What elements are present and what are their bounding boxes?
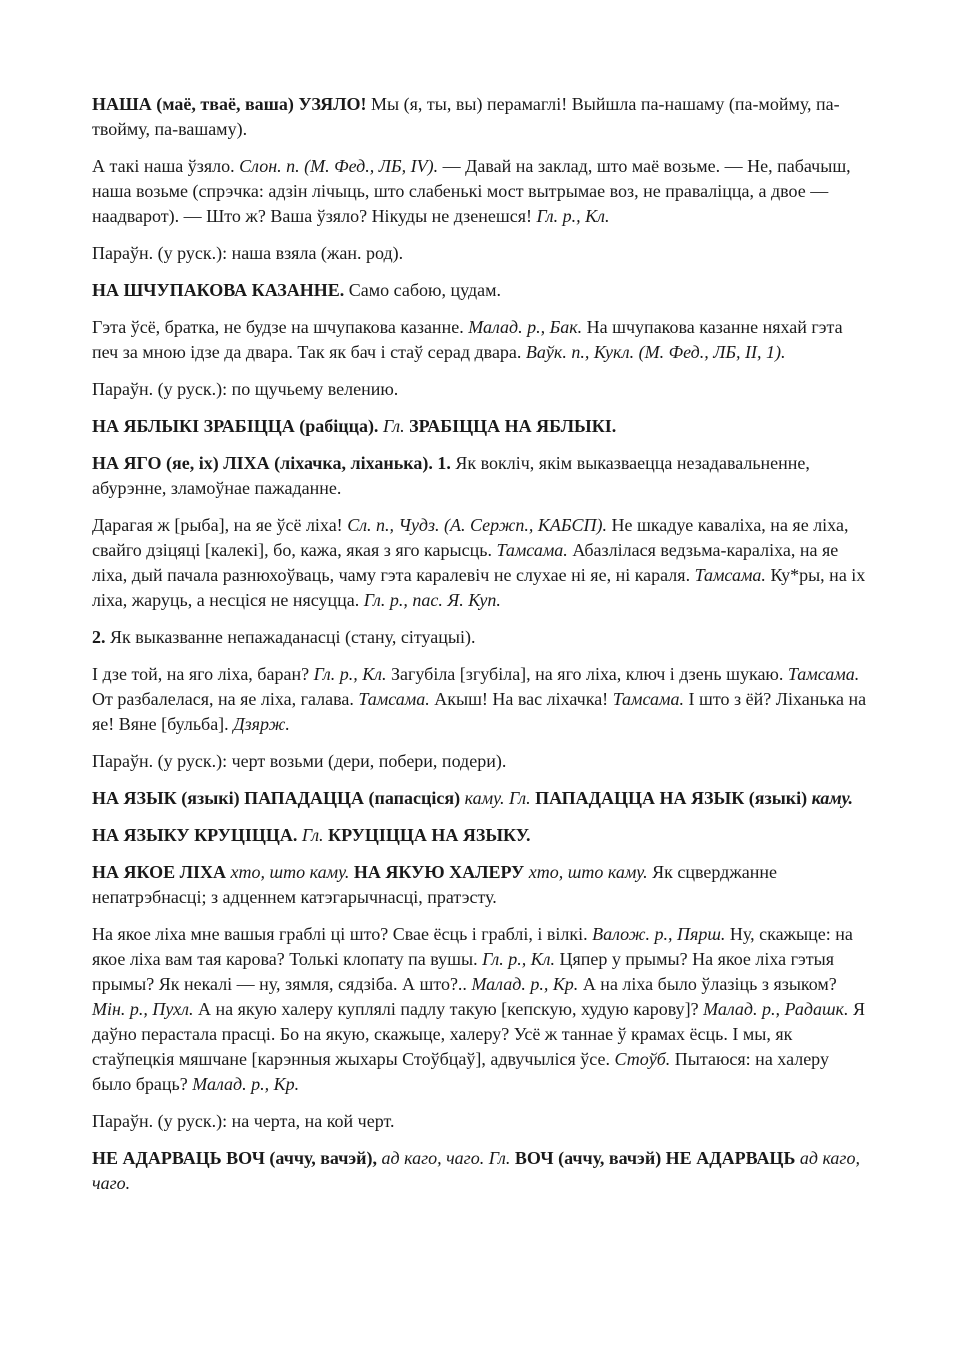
entry-headword: НА ЯБЛЫКІ ЗРАБІЦЦА (рабіцца). [92,416,379,436]
source-reference: Гл. [378,416,410,436]
entry-text: Ну, скажыце: на якое ліха вам тая карова? Толькі клопату па вушы. [92,924,853,969]
entry-text: Акыш! На вас ліхачка! [429,689,613,709]
entry-headword: ВОЧ (аччу, вачэй) НЕ АДАРВАЦЬ [514,1148,796,1168]
source-reference: хто, што каму. [524,862,648,882]
dictionary-paragraph [92,786,870,811]
entry-text: — Давай на заклад, што маё возьме. — Не, пабачыш, наша возьме (спрэчка: адзін лічыць, што слабенькі мост вытрымае воз, не праваліцца, а двое — наадварот). — Што ж? Ваша ўзяло? Нікуды не дзенешся! [92,156,851,226]
source-reference: Стоўб. [614,1049,671,1069]
dictionary-paragraph [92,241,870,266]
source-reference: Малад. р., Кр. [471,974,579,994]
source-reference: Гл. р., пас. Я. Куп. [363,590,501,610]
dictionary-paragraph [92,154,870,229]
entry-text: Як выказванне непажаданасці (стану, сітуацыі). [105,627,476,647]
entry-headword: НА ЯКОЕ ЛІХА [92,862,227,882]
entry-text: Параўн. (у руск.): наша взяла (жан. род). [92,243,404,263]
source-reference: Ваўк. п., Кукл. (М. Фед., ЛБ, II, 1). [525,342,786,362]
source-reference: Гл. р., Кл. [536,206,610,226]
source-reference: Дзярж. [233,714,290,734]
entry-text: Мы (я, ты, вы) перамаглі! Выйшла па-нашаму (па-мойму, па-твойму, па-вашаму). [92,94,840,139]
source-reference: Мін. р., Пухл. [92,999,194,1019]
entry-text: Як вокліч, якім выказваецца незадавальненне, абурэнне, зламоўнае пажаданне. [92,453,810,498]
source-reference: Тамсама. [496,540,568,560]
entry-text: Параўн. (у руск.): черт возьми (дери, побери, подери). [92,751,507,771]
dictionary-paragraph [92,662,870,737]
document-page [92,92,870,1208]
entry-text: Загубіла [згубіла], на яго ліха, ключ і дзень шукаю. [386,664,788,684]
dictionary-paragraph [92,1109,870,1134]
entry-text: І дзе той, на яго ліха, баран? [92,664,314,684]
dictionary-paragraph [92,1146,870,1196]
entry-headword: НА ШЧУПАКОВА КАЗАННЕ. [92,280,345,300]
entry-text: Абазлілася ведзьма-караліха, на яе ліха, дый пачала разнюхоўваць, чаму гэта каралевіч не слухае ні яе, ні караля. [92,540,839,585]
source-reference: Малад. р., Бак. [468,317,583,337]
entry-headword: ЗРАБІЦЦА НА ЯБЛЫКІ. [409,416,617,436]
entry-text: А на якую халеру куплялі падлу такую [кепскую, худую карову]? [193,999,704,1019]
entry-text: От разбалелася, на яе ліха, галава. [92,689,359,709]
dictionary-paragraph [92,823,870,848]
entry-text: Пытаюся: на халеру было браць? [92,1049,829,1094]
entry-headword: ПАПАДАЦЦА НА ЯЗЫК (языкі) [535,788,812,808]
source-reference: Малад. р., Кр. [192,1074,300,1094]
entry-headword: НА ЯЗЫК (языкі) ПАПАДАЦЦА (папасціся) [92,788,461,808]
dictionary-paragraph [92,414,870,439]
dictionary-paragraph [92,92,870,142]
dictionary-paragraph [92,749,870,774]
entry-headword: НАША (маё, тваё, ваша) УЗЯЛО! [92,94,367,114]
source-reference: Гл. р., Кл. [482,949,556,969]
entry-text: Дарагая ж [рыба], на яе ўсё ліха! [92,515,348,535]
source-reference: Тамсама. [612,689,685,709]
entry-text: Ку*ры, на іх ліха, жаруць, а несціся не нясуцца. [92,565,866,610]
dictionary-paragraph [92,513,870,613]
entry-text: На якое ліха мне вашыя граблі ці што? Свае ёсць і граблі, і вілкі. [92,924,593,944]
entry-text: А на ліха было ўлазіць з языком? [578,974,837,994]
entry-headword: КРУЦІЦЦА НА ЯЗЫКУ. [328,825,531,845]
entry-text: Само сабою, цудам. [344,280,502,300]
entry-headword: НЕ АДАРВАЦЬ ВОЧ (аччу, вачэй), [92,1148,377,1168]
entry-headword: 2. [92,627,106,647]
dictionary-paragraph [92,860,870,910]
source-reference: Слон. п. (М. Фед., ЛБ, IV). [239,156,439,176]
source-reference: Сл. п., Чудз. (А. Сержп., КАБСП). [347,515,607,535]
source-reference: Тамсама. [358,689,430,709]
source-reference: Тамсама. [787,664,860,684]
dictionary-paragraph [92,377,870,402]
source-reference: Гл. [297,825,329,845]
entry-text: А такі наша ўзяло. [92,156,240,176]
source-reference: Валож. р., Пярш. [592,924,726,944]
entry-text: Як сцверджанне непатрэбнасці; з адценнем катэгарычнасці, пратэсту. [92,862,778,907]
entry-text: І што з ёй? Ліханька на яе! Вяне [бульба]. [92,689,867,734]
source-reference: Тамсама. [694,565,766,585]
source-reference: Гл. р., Кл. [313,664,387,684]
entry-text: Я даўно перастала прасці. Бо на якую, скажыце, халеру? Усё ж таннае ў крамах ёсць. І мы, як стаўпецкія мяшчане [карэнныя жыхары Стоўбцаў], адвучыліся ўсе. [92,999,865,1069]
entry-text: Не шкадуе каваліха, на яе ліха, свайго дзіцяці [калекі], бо, кажа, якая з яго карысць. [92,515,849,560]
entry-headword: НА ЯЗЫКУ КРУЦІЦЦА. [92,825,298,845]
dictionary-paragraph [92,278,870,303]
entry-headword: НА ЯКУЮ ХАЛЕРУ [353,862,525,882]
entry-headword: каму. [811,788,854,808]
source-reference: каму. Гл. [460,788,536,808]
entry-headword: НА ЯГО (яе, іх) ЛІХА (ліхачка, ліханька). 1. [92,453,451,473]
entry-text: На шчупакова казанне няхай гэта печ за мною ідзе да двара. Так як бач і стаў серад двара. [92,317,843,362]
entry-text: Цяпер у прымы? На якое ліха гэтыя прымы? Як некалі — ну, зямля, сядзіба. А што?.. [92,949,835,994]
dictionary-paragraph [92,315,870,365]
entry-text: Параўн. (у руск.): по щучьему велению. [92,379,399,399]
dictionary-paragraph [92,625,870,650]
dictionary-paragraph [92,451,870,501]
source-reference: ад каго, чаго. [92,1148,860,1193]
entry-text: Параўн. (у руск.): на черта, на кой черт. [92,1111,395,1131]
dictionary-paragraph [92,922,870,1097]
source-reference: хто, што каму. [226,862,354,882]
entry-text: Гэта ўсё, братка, не будзе на шчупакова казанне. [92,317,469,337]
source-reference: ад каго, чаго. Гл. [377,1148,515,1168]
source-reference: Малад. р., Радашк. [703,999,849,1019]
